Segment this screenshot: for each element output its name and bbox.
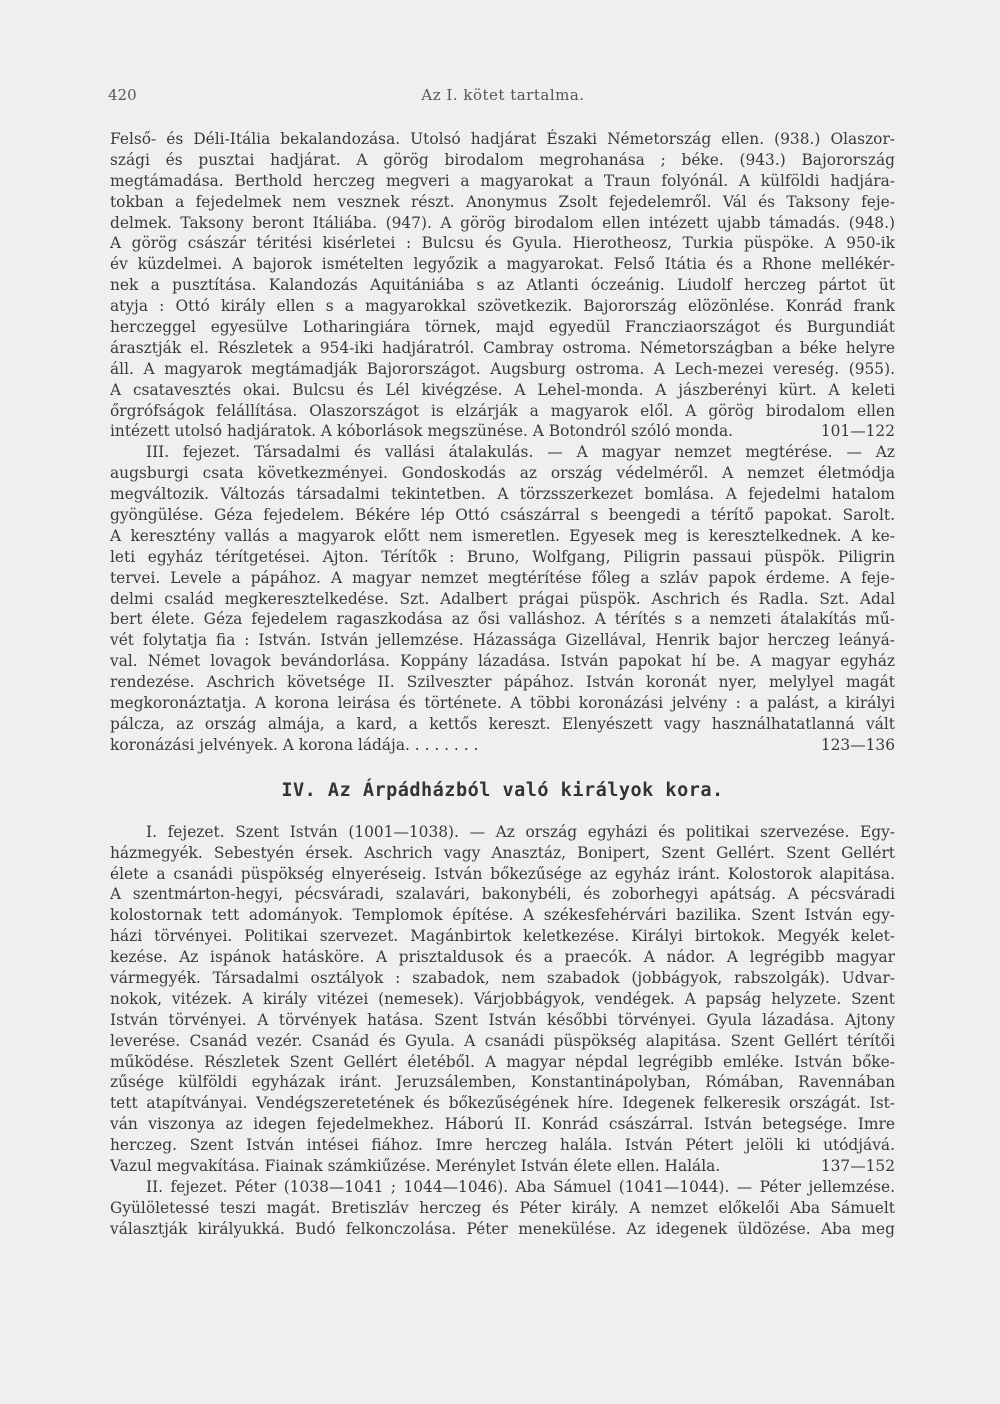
text-line: őrgrófságok felállítása. Olaszországot is elzárják a magyarok elől. A görög birodalom ellen: [110, 401, 895, 420]
text-line: leverése. Csanád vezér. Csanád és Gyula. A csanádi püspökség alapitása. Szent Gellért térítői: [110, 1031, 895, 1050]
text-line: választják királyukká. Budó felkonczolása. Péter menekülése. Az idegenek üldözése. Aba meg: [110, 1219, 895, 1238]
text-line: bert élete. Géza fejedelem ragaszkodása az ősi valláshoz. A térítés s a nemzeti átalakítás mű-: [110, 610, 895, 629]
text-line-end: Vazul megvakítása. Fiainak számkiűzése. Merénylet István élete ellen. Halála.: [110, 1156, 721, 1175]
table-of-contents-text: [110, 129, 895, 1240]
text-line: atyja : Ottó király ellen s a magyarokkal szövetkezik. Bajorország elözönlése. Konrád frank: [110, 297, 895, 316]
text-line: Felső- és Déli-Itália bekalandozása. Utolsó hadjárat Északi Németország ellen. (938.) Olaszor-: [110, 130, 895, 148]
text-line-end: koronázási jelvények. A korona ládája. . . . . . . .: [110, 735, 479, 754]
text-line: Gyülöletessé teszi magát. Bretiszláv herczeg és Péter király. A nemzet előkelői Aba Sámuelt: [110, 1198, 895, 1217]
text-line: vét folytatja fia : István. István jellemzése. Házassága Gizellával, Henrik bajor herczeg leányá-: [110, 631, 895, 650]
text-line: megváltozik. Változás társadalmi tekintetben. A törzsszerkezet bomlása. A fejedelmi hatalom: [110, 485, 895, 504]
text-line: tervei. Levele a pápához. A magyar nemzet megtérítése főleg a szláv papok érdeme. A feje-: [110, 568, 895, 587]
text-line: nokok, vitézek. A király vitézei (nemesek). Várjobbágyok, vendégek. A papság helyzete. Szent: [110, 989, 895, 1008]
text-line: év küzdelmei. A bajorok ismételten legyőzik a magyarokat. Felső Itátia és a Rhone mellékér-: [110, 255, 895, 274]
text-line: kolostornak tett adományok. Templomok építése. A székesfehérvári bazilika. Szent István egy-: [110, 906, 895, 925]
page-header: [108, 86, 898, 110]
text-line: ván viszonya az idegen fejedelmekhez. Háború II. Konrád császárral. István betegsége. Imre: [110, 1115, 895, 1134]
text-line: zűsége külföldi egyházak iránt. Jeruzsálemben, Konstantinápolyban, Rómában, Ravennában: [110, 1073, 895, 1092]
chapter-heading-line: I. fejezet. Szent István (1001—1038). — Az ország egyházi és politikai szervezése. Egy-: [146, 822, 895, 841]
text-line: gyöngülése. Géza fejedelem. Békére lép Ottó császárral s beengedi a térítő papokat. Sarolt.: [110, 506, 895, 525]
text-line: vármegyék. Társadalmi osztályok : szabadok, nem szabadok (jobbágyok, rabszolgák). Udvar-: [110, 968, 895, 987]
text-line: szági és pusztai hadjárat. A görög birodalom megrohanása ; béke. (943.) Bajorország: [110, 150, 895, 169]
text-line: A görög császár téritési kisérletei : Bulcsu és Gyula. Hierotheosz, Turkia püspöke. A 950-ik: [110, 234, 895, 253]
text-line: rendezése. Aschrich követsége II. Szilveszter pápához. István koronát nyer, melylyel magát: [110, 673, 895, 692]
toc-block-chapter-iii: [110, 442, 895, 755]
text-line-with-page-range: [110, 1156, 895, 1177]
running-title: Az I. kötet tartalma.: [421, 86, 585, 104]
page-range: 123—136: [820, 735, 895, 754]
text-line: áll. A magyarok megtámadják Bajorországot. Augsburg ostroma. A Lech-mezei vereség. (955).: [110, 359, 895, 378]
text-line: A csatavesztés okai. Bulcsu és Lél kivégzése. A Lehel-monda. A jászberényi kürt. A keleti: [110, 380, 895, 399]
text-line: kezése. Az ispánok hatásköre. A prisztaldusok és a praecók. A nádor. A legrégibb magyar: [110, 948, 895, 967]
page-range: 137—152: [820, 1156, 895, 1175]
text-line: tett atapítványai. Vendégszeretetének és bőkezűségének híre. Idegenek felkeresik országát. Ist-: [110, 1094, 895, 1113]
chapter-heading-line: II. fejezet. Péter (1038—1041 ; 1044—1046). Aba Sámuel (1041—1044). — Péter jellemzése.: [146, 1177, 895, 1196]
text-line: működése. Részletek Szent Gellért életéből. A magyar népdal legrégibb emléke. István bőke-: [110, 1052, 895, 1071]
text-line: herczeg. Szent István intései fiához. Imre herczeg halála. István Pétert jelöli ki utódjává.: [110, 1136, 895, 1155]
text-line: val. Német lovagok bevándorlása. Koppány lázadása. István papokat hí be. A magyar egyház: [110, 652, 895, 671]
text-line: augsburgi csata következményei. Gondoskodás az ország védelméről. A nemzet életmódja: [110, 464, 895, 483]
toc-block-chapter-i: [110, 822, 895, 1177]
text-line: nek a pusztítása. Kalandozás Aquitániába s az Atlanti óczeánig. Liudolf herczeg pártot üt: [110, 276, 895, 295]
text-line: árasztják el. Részletek a 954-iki hadjáratról. Cambray ostroma. Németországban a béke helyre: [110, 338, 895, 357]
text-line: delmek. Taksony beront Itáliába. (947). A görög birodalom ellen intézett ujabb támadás. (948.): [110, 213, 895, 232]
page-number: 420: [108, 86, 137, 104]
toc-block-chapter-ii: [110, 1177, 895, 1240]
text-line-with-page-range: [110, 735, 895, 756]
text-line: leti egyház térítgetései. Ajton. Térítők : Bruno, Wolfgang, Piligrin passaui püspök. Piligrin: [110, 547, 895, 566]
text-line: A szentmárton-hegyi, pécsváradi, szalavári, bakonybéli, és zoborhegyi apátság. A pécsváradi: [110, 885, 895, 904]
chapter-heading-line: III. fejezet. Társadalmi és vallási átalakulás. — A magyar nemzet megtérése. — Az: [146, 443, 895, 462]
text-line: házmegyék. Sebestyén érsek. Aschrich vagy Anasztáz, Bonipert, Szent Gellért. Szent Gellért: [110, 843, 895, 862]
text-line: tokban a fejedelmek nem vesznek részt. Anonymus Zsolt fejedelemről. Vál és Taksony feje-: [110, 192, 895, 211]
text-line-with-page-range: [110, 421, 895, 442]
text-line: élete a csanádi püspökség elnyeréseig. István bőkezűsége az egyház iránt. Kolostorok alapitása.: [110, 864, 895, 883]
page-range: 101—122: [820, 422, 895, 441]
text-line: delmi család megkeresztelkedése. Szt. Adalbert prágai püspök. Aschrich és Radla. Szt. Adal: [110, 589, 895, 608]
section-title: IV. Az Árpádházból való királyok kora.: [281, 779, 724, 801]
text-line: megtámadása. Berthold herczeg megveri a magyarokat a Traun folyónál. A külföldi hadjára-: [110, 171, 895, 190]
text-line: István törvényei. A törvények hatása. Szent István későbbi törvényei. Gyula lázadása. Ajtony: [110, 1010, 895, 1029]
text-line: házi törvényei. Politikai szervezet. Magánbirtok keletkezése. Királyi birtokok. Megyék kelet-: [110, 927, 895, 946]
text-line: A keresztény vallás a magyarok előtt nem ismeretlen. Egyesek meg is keresztelkednek. A ke-: [110, 526, 895, 545]
text-line: megkoronáztatja. A korona leirása és története. A többi koronázási jelvény : a palást, a királyi: [110, 694, 895, 713]
toc-block-chapter-ii-continued: [110, 129, 895, 442]
text-line-end: intézett utolsó hadjáratok. A kóborlások megszünése. A Botondról szóló monda.: [110, 422, 734, 441]
text-line: pálcza, az ország almája, a kard, a kettős kereszt. Elenyészett vagy használhatatlanná vált: [110, 714, 895, 733]
text-line: herczeggel egyesülve Lotharingiára törnek, majd egyedül Francziaországot és Burgundiát: [110, 318, 895, 337]
